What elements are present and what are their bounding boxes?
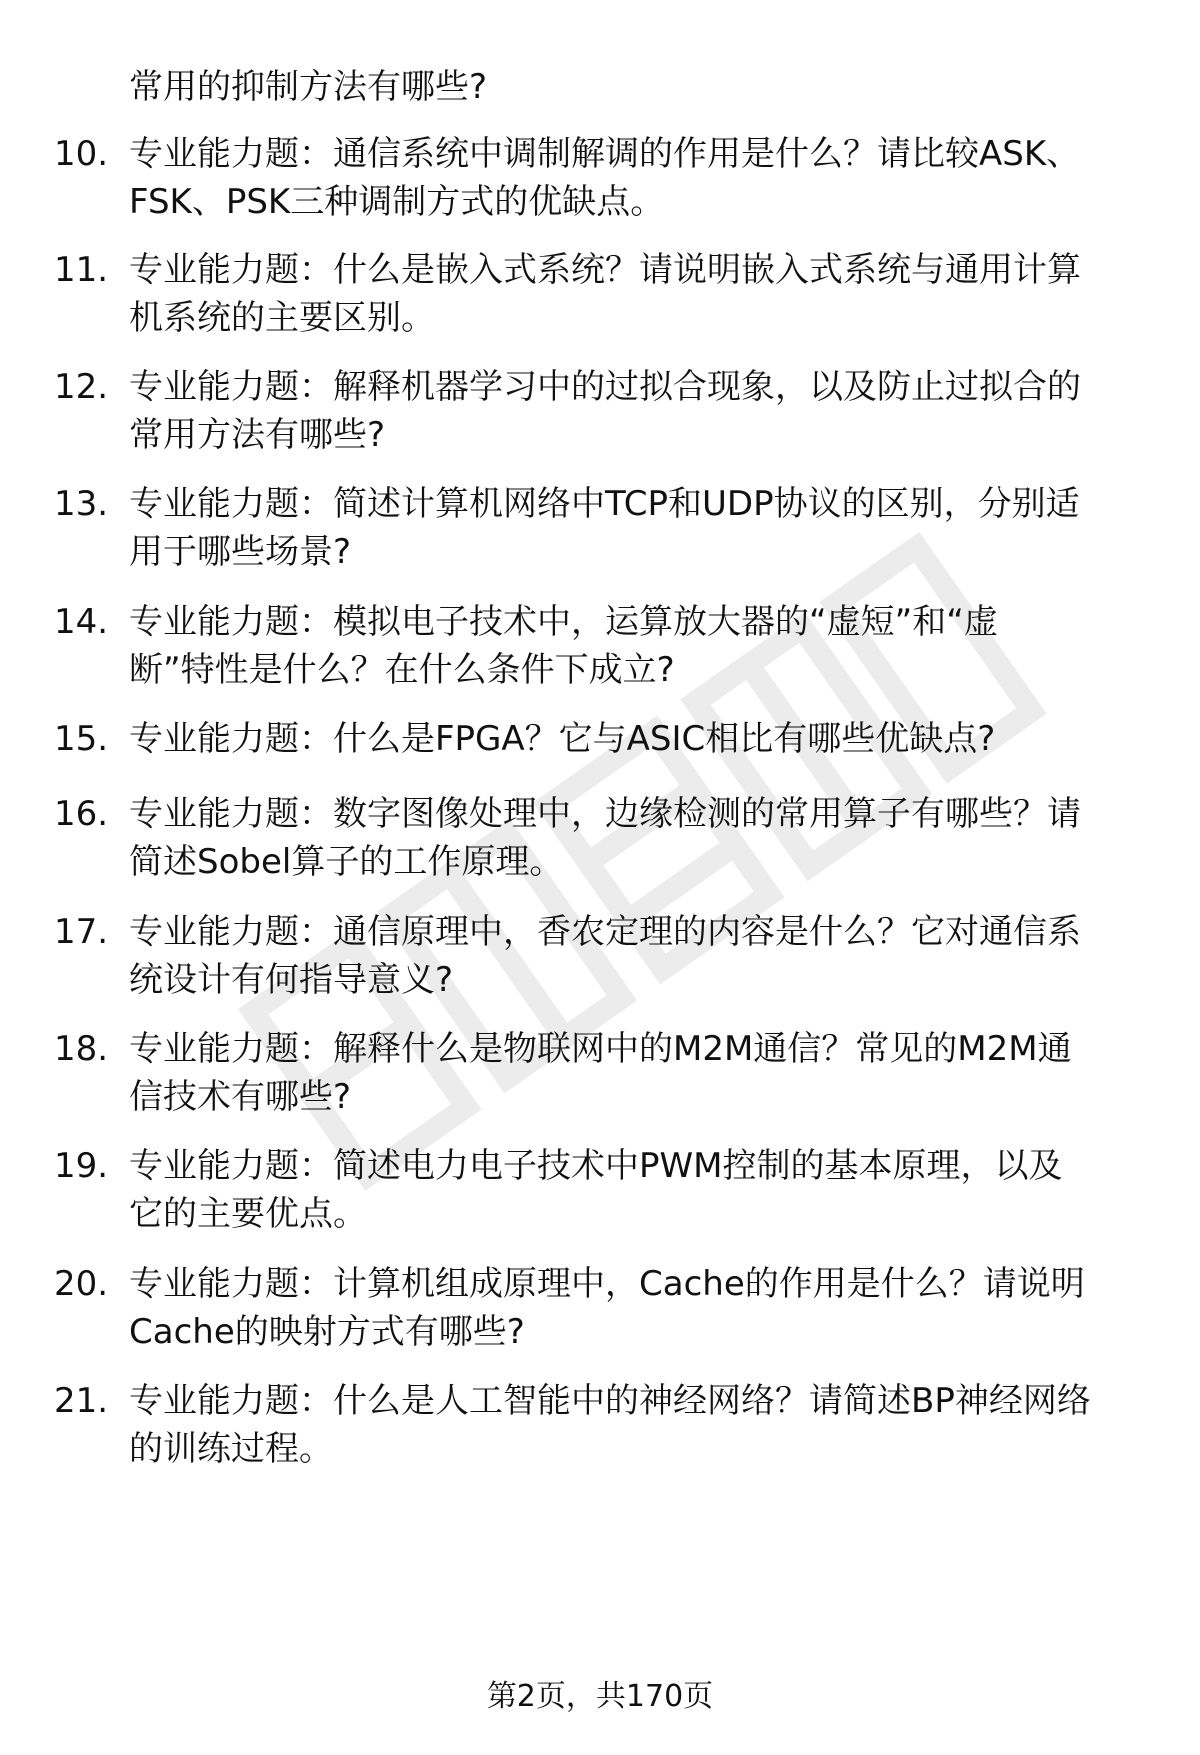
question-text-line: 机系统的主要区别。 bbox=[129, 298, 435, 338]
question-text-line: 断”特性是什么？在什么条件下成立? bbox=[129, 650, 675, 690]
question-text-line: Cache的映射方式有哪些? bbox=[129, 1312, 525, 1352]
question-text-line: 专业能力题：解释什么是物联网中的M2M通信？常见的M2M通 bbox=[129, 1029, 1072, 1069]
page-number-footer: 第2页，共170页 bbox=[486, 1679, 714, 1714]
question-number: 20. bbox=[54, 1264, 109, 1304]
question-text-line: 专业能力题：简述电力电子技术中PWM控制的基本原理，以及 bbox=[129, 1146, 1063, 1186]
question-number: 18. bbox=[54, 1029, 109, 1069]
question-text-line: 常用方法有哪些? bbox=[129, 415, 386, 455]
question-text-line: 专业能力题：模拟电子技术中，运算放大器的“虚短”和“虚 bbox=[129, 602, 998, 642]
question-text-line: 专业能力题：什么是嵌入式系统？请说明嵌入式系统与通用计算 bbox=[129, 250, 1081, 290]
question-text-line: 用于哪些场景? bbox=[129, 532, 352, 572]
question-text-line: FSK、PSK三种调制方式的优缺点。 bbox=[129, 182, 665, 222]
question-text-line: 统设计有何指导意义? bbox=[129, 960, 454, 1000]
question-number: 13. bbox=[54, 484, 109, 524]
question-text-line: 专业能力题：简述计算机网络中TCP和UDP协议的区别，分别适 bbox=[129, 484, 1080, 524]
question-number: 12. bbox=[54, 367, 109, 407]
question-text-line: 专业能力题：通信原理中，香农定理的内容是什么？它对通信系 bbox=[129, 912, 1081, 952]
question-number: 21. bbox=[54, 1381, 109, 1421]
continuation-line: 常用的抑制方法有哪些? bbox=[129, 67, 488, 107]
question-number: 15. bbox=[54, 719, 109, 759]
question-number: 19. bbox=[54, 1146, 109, 1186]
question-text-line: 的训练过程。 bbox=[129, 1429, 333, 1469]
question-number: 14. bbox=[54, 602, 109, 642]
question-text-line: 简述Sobel算子的工作原理。 bbox=[129, 842, 564, 882]
question-text-line: 专业能力题：数字图像处理中，边缘检测的常用算子有哪些？请 bbox=[129, 794, 1081, 834]
question-text-line: 专业能力题：计算机组成原理中，Cache的作用是什么？请说明 bbox=[129, 1264, 1085, 1304]
question-number: 10. bbox=[54, 134, 109, 174]
question-text-line: 信技术有哪些? bbox=[129, 1077, 352, 1117]
question-text-line: 它的主要优点。 bbox=[129, 1194, 367, 1234]
question-number: 17. bbox=[54, 912, 109, 952]
question-text-line: 专业能力题：什么是FPGA？它与ASIC相比有哪些优缺点? bbox=[129, 719, 996, 759]
question-number: 16. bbox=[54, 794, 109, 834]
question-text-line: 专业能力题：解释机器学习中的过拟合现象，以及防止过拟合的 bbox=[129, 367, 1081, 407]
question-text-line: 专业能力题：通信系统中调制解调的作用是什么？请比较ASK、 bbox=[129, 134, 1081, 174]
question-number: 11. bbox=[54, 250, 109, 290]
question-text-line: 专业能力题：什么是人工智能中的神经网络？请简述BP神经网络 bbox=[129, 1381, 1091, 1421]
